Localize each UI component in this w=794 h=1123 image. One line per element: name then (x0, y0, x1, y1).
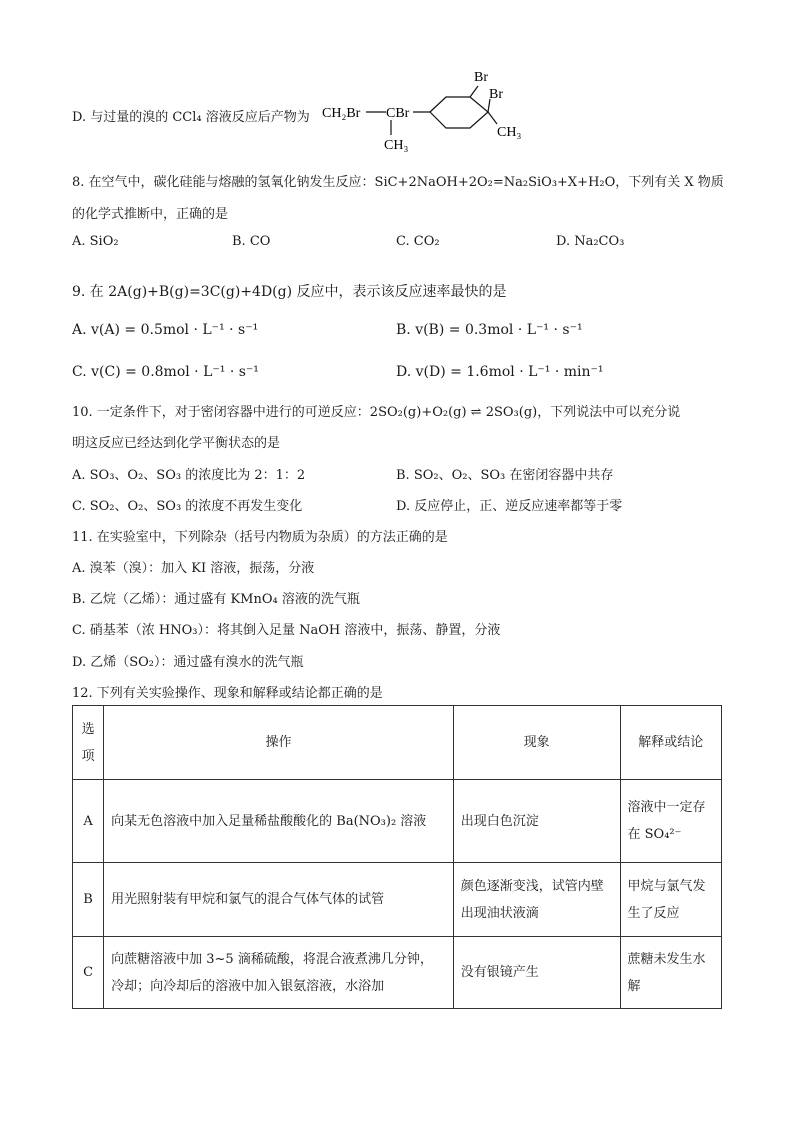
q10-option-b: B. SO₂、O₂、SO₃ 在密闭容器中共存 (396, 468, 614, 483)
mol-br-right: Br (489, 87, 503, 102)
row-conclusion: 溶液中一定存在 SO₄²⁻ (620, 780, 721, 863)
q8-stem-line1: 8. 在空气中，碳化硅能与熔融的氢氧化钠发生反应：SiC+2NaOH+2O₂=Na₂SiO₃+X+H₂O，下列有关 X 物质 (72, 175, 724, 190)
row-phenomenon: 没有银镜产生 (453, 937, 620, 1009)
q12-stem: 12. 下列有关实验操作、现象和解释或结论都正确的是 (72, 686, 383, 701)
header-operation: 操作 (104, 706, 454, 780)
row-option: C (73, 937, 104, 1009)
q11-stem: 11. 在实验室中，下列除杂（括号内物质为杂质）的方法正确的是 (72, 530, 448, 545)
q10-stem-line2: 明这反应已经达到化学平衡状态的是 (72, 436, 281, 451)
q11-option-a: A. 溴苯（溴）：加入 KI 溶液，振荡，分液 (72, 561, 315, 576)
table-header-row (73, 706, 722, 780)
q10-option-a: A. SO₃、O₂、SO₃ 的浓度比为 2：1：2 (72, 468, 306, 483)
row-operation: 用光照射装有甲烷和氯气的混合气体气体的试管 (104, 863, 454, 937)
header-phenomenon: 现象 (453, 706, 620, 780)
q8-stem-line2: 的化学式推断中，正确的是 (72, 207, 229, 222)
q11-option-c: C. 硝基苯（浓 HNO₃）：将其倒入足量 NaOH 溶液中，振荡、静置，分液 (72, 623, 501, 638)
mol-ch3-right: CH₃ (497, 125, 522, 140)
q12-table (72, 705, 722, 1009)
row-operation: 向蔗糖溶液中加 3~5 滴稀硫酸，将混合液煮沸几分钟，冷却；向冷却后的溶液中加入银氨溶液，水浴加 (104, 937, 454, 1009)
table-row (73, 937, 722, 1009)
q10-option-c: C. SO₂、O₂、SO₃ 的浓度不再发生变化 (72, 499, 303, 514)
row-option: A (73, 780, 104, 863)
q10-stem-line1: 10. 一定条件下，对于密闭容器中进行的可逆反应：2SO₂(g)+O₂(g) ⇌ 2SO₃(g)，下列说法中可以充分说 (72, 405, 681, 420)
mol-ch3-bottom: CH₃ (384, 138, 409, 153)
q9-option-d: D. v(D) = 1.6mol · L⁻¹ · min⁻¹ (396, 364, 604, 380)
row-option: B (73, 863, 104, 937)
q10-option-d: D. 反应停止，正、逆反应速率都等于零 (396, 499, 623, 514)
row-conclusion: 甲烷与氯气发生了反应 (620, 863, 721, 937)
q9-stem: 9. 在 2A(g)+B(g)=3C(g)+4D(g) 反应中，表示该反应速率最快的是 (72, 284, 507, 300)
q8-option-a: A. SiO₂ (72, 234, 119, 249)
mol-cbr: CBr (386, 106, 410, 121)
row-phenomenon: 出现白色沉淀 (453, 780, 620, 863)
q7-option-d: D. 与过量的溴的 CCl₄ 溶液反应后产物为 (72, 110, 310, 125)
q8-option-d: D. Na₂CO₃ (556, 234, 625, 249)
q8-option-b: B. CO (232, 234, 271, 249)
row-phenomenon: 颜色逐渐变浅，试管内壁出现油状液滴 (453, 863, 620, 937)
row-conclusion: 蔗糖未发生水解 (620, 937, 721, 1009)
q9-option-c: C. v(C) = 0.8mol · L⁻¹ · s⁻¹ (72, 364, 259, 380)
q11-option-d: D. 乙烯（SO₂）：通过盛有溴水的洗气瓶 (72, 655, 304, 670)
header-conclusion: 解释或结论 (620, 706, 721, 780)
row-operation: 向某无色溶液中加入足量稀盐酸酸化的 Ba(NO₃)₂ 溶液 (104, 780, 454, 863)
dibromo-product-structure (0, 0, 794, 160)
q9-option-b: B. v(B) = 0.3mol · L⁻¹ · s⁻¹ (396, 322, 583, 338)
header-option: 选项 (73, 706, 104, 780)
table-row (73, 863, 722, 937)
table-row (73, 780, 722, 863)
mol-ch2br: CH₂Br (322, 106, 361, 121)
mol-br-top: Br (474, 70, 488, 85)
q9-option-a: A. v(A) = 0.5mol · L⁻¹ · s⁻¹ (72, 322, 259, 338)
q11-option-b: B. 乙烷（乙烯）：通过盛有 KMnO₄ 溶液的洗气瓶 (72, 592, 360, 607)
q8-option-c: C. CO₂ (396, 234, 440, 249)
